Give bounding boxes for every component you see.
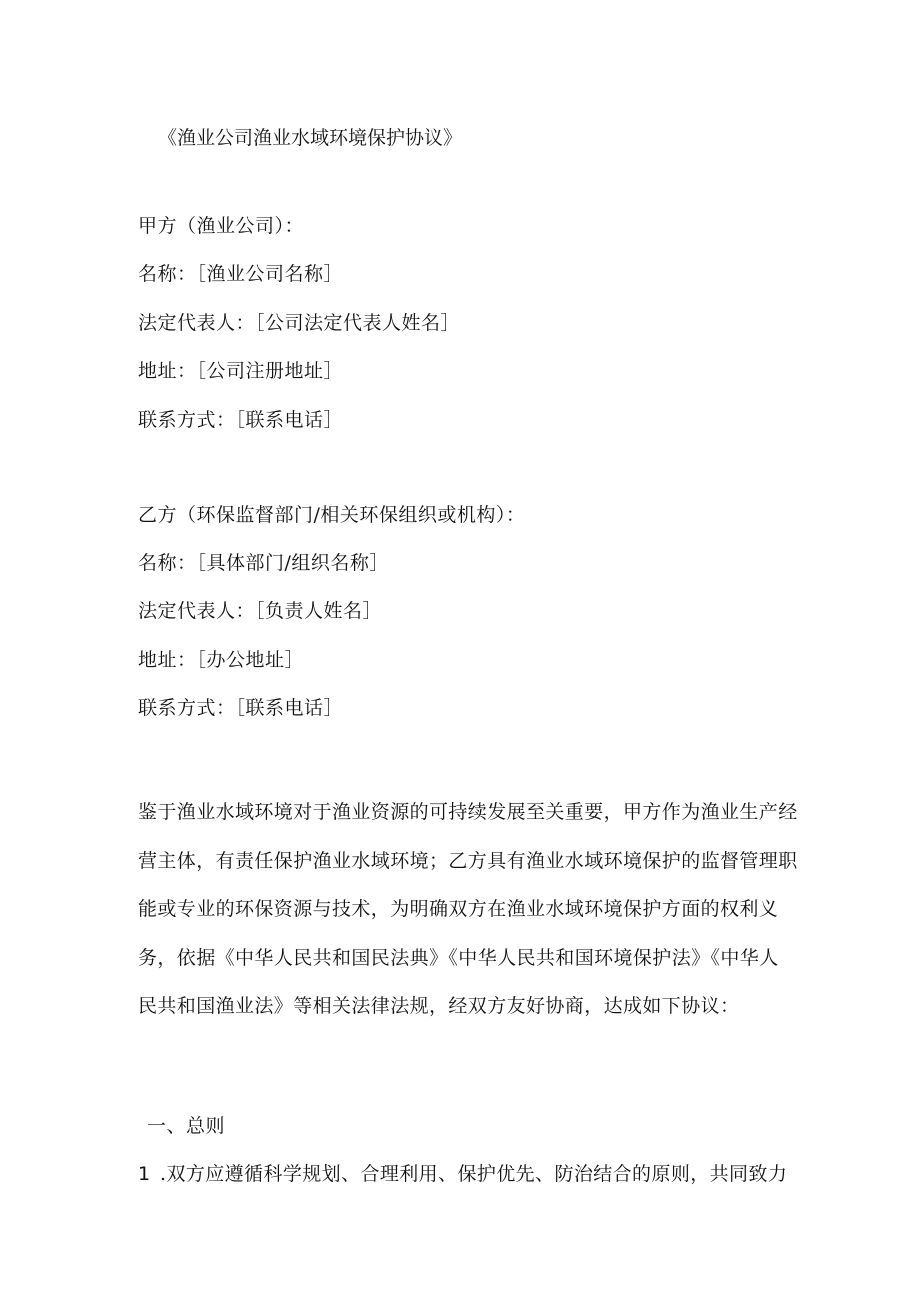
party-a-contact: 联系方式：［联系电话］ xyxy=(138,409,344,431)
party-a-name: 名称：［渔业公司名称］ xyxy=(138,263,344,285)
party-a-heading: 甲方（渔业公司）： xyxy=(138,215,305,237)
preamble-line: 务，依据《中华人民共和国民法典》《中华人民共和国环境保护法》《中华人 xyxy=(138,946,779,969)
preamble-paragraph xyxy=(138,788,798,1031)
preamble-line: 鉴于渔业水域环境对于渔业资源的可持续发展至关重要，甲方作为渔业生产经 xyxy=(138,801,798,823)
party-a-address: 地址：［公司注册地址］ xyxy=(138,360,344,382)
party-b-heading: 乙方（环保监督部门/相关环保组织或机构）： xyxy=(138,504,526,526)
list-item-number: 1 xyxy=(138,1163,151,1185)
party-b-contact: 联系方式：［联系电话］ xyxy=(138,697,344,719)
preamble-line: 营主体，有责任保护渔业水域环境；乙方具有渔业水域环境保护的监督管理职 xyxy=(138,849,798,872)
preamble-line: 能或专业的环保资源与技术，为明确双方在渔业水域环境保护方面的权利义 xyxy=(138,898,779,920)
document-title: 《渔业公司渔业水域环境保护协议》 xyxy=(158,127,463,149)
party-b-name: 名称：［具体部门/组织名称］ xyxy=(138,552,389,574)
list-item-text: .双方应遵循科学规划、合理利用、保护优先、防治结合的原则，共同致力 xyxy=(160,1163,788,1185)
party-b-address: 地址：［办公地址］ xyxy=(138,649,305,671)
party-b-legal-rep: 法定代表人：［负责人姓名］ xyxy=(138,600,383,622)
section-heading-general: 一、总则 xyxy=(147,1115,226,1137)
party-a-legal-rep: 法定代表人：［公司法定代表人姓名］ xyxy=(138,312,461,334)
preamble-line: 民共和国渔业法》等相关法律法规，经双方友好协商，达成如下协议： xyxy=(138,995,740,1017)
